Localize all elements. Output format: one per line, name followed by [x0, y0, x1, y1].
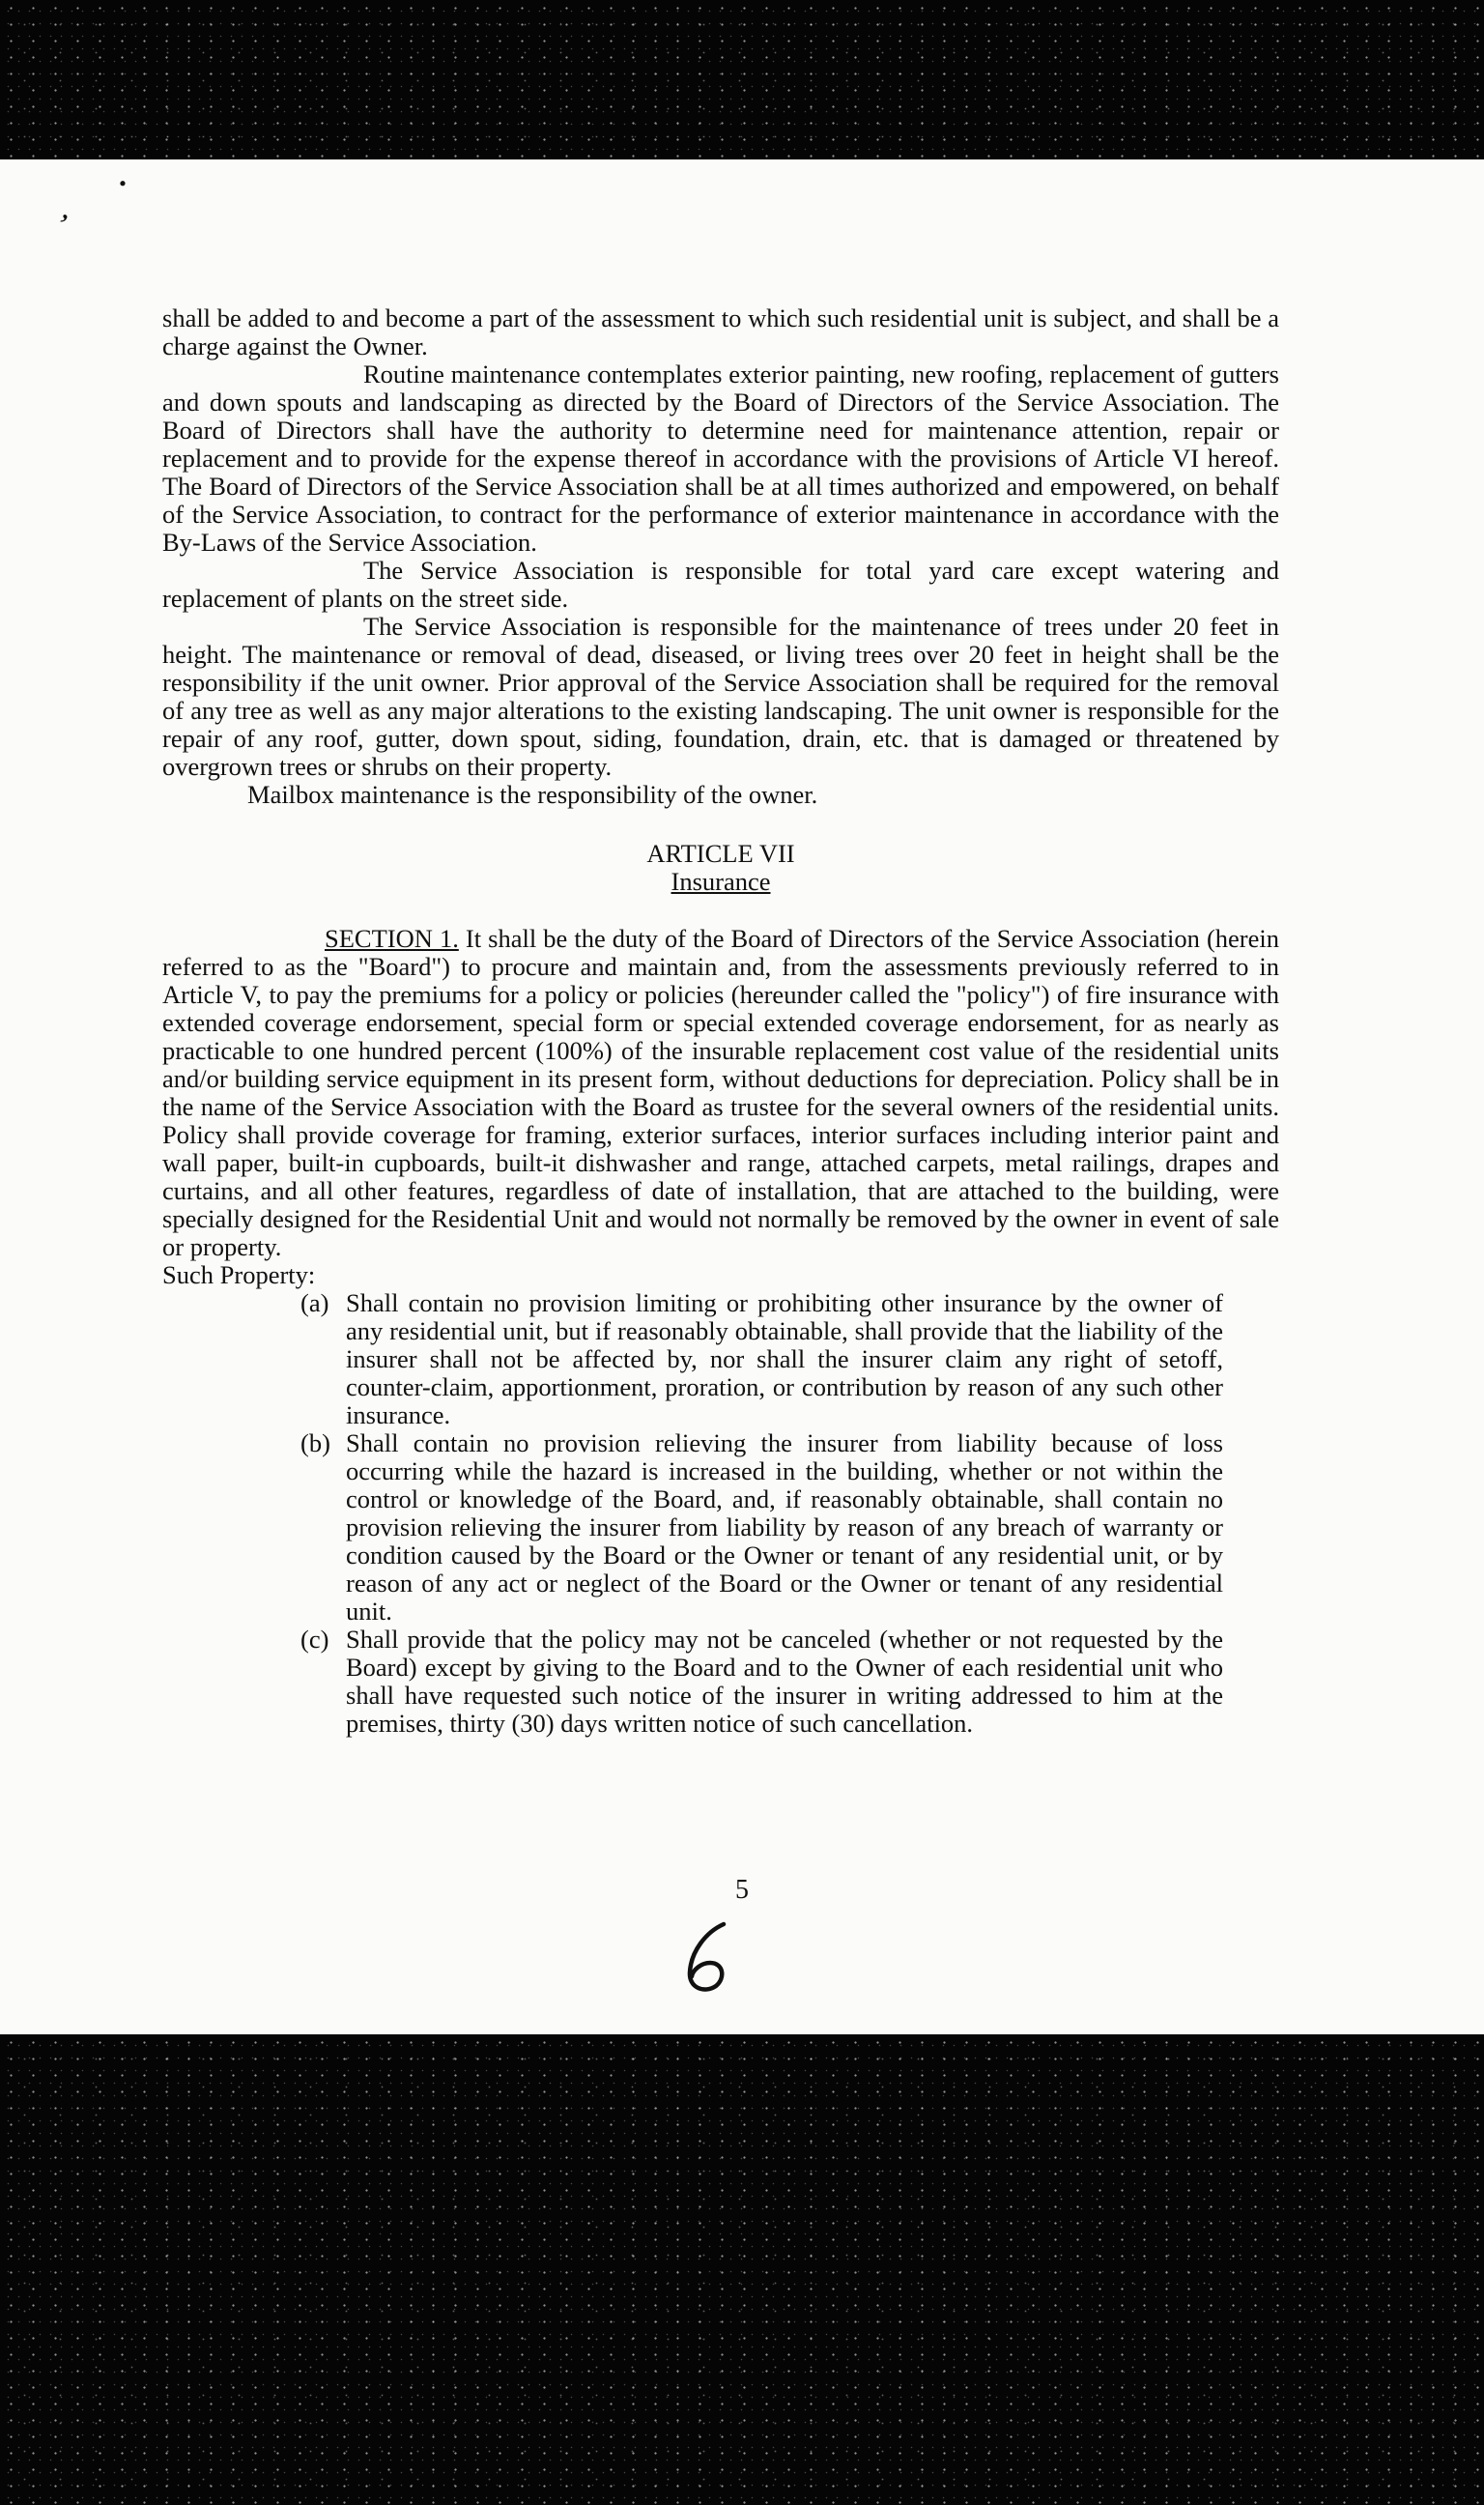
page-number: 5: [735, 1875, 749, 1905]
list-item-label: (c): [300, 1625, 329, 1654]
paragraph-trees: The Service Association is responsible for the maintenance of trees under 20 feet in height. The maintenance or removal of dead, diseased, or living trees over 20 feet in height shall be the responsibility if the unit owner. Prior approval of the Service Association shall be required for the removal of any tree as well as any major alterations to the existing landscaping. The unit owner is responsible for the repair of any roof, gutter, down spout, siding, foundation, drain, etc. that is damaged or threatened by overgrown trees or shrubs on their property.: [162, 612, 1279, 781]
article-title: ARTICLE VII: [646, 839, 795, 868]
list-item-text: Shall contain no provision limiting or prohibiting other insurance by the owner of any residential unit, but if reasonably obtainable, shall provide that the liability of the insurer shall not be affected by, nor shall the insurer claim any right of setoff, counter-claim, apportionment, proration, or contribution by reason of any such other insurance.: [346, 1288, 1223, 1429]
section-label: SECTION 1.: [325, 924, 459, 953]
such-property-label: Such Property:: [162, 1260, 316, 1289]
section-text: It shall be the duty of the Board of Directors of the Service Association (herein referred to as the "Board") to procure and maintain and, from the assessments previously referred to in Article V, to pay the premiums for a policy or policies (hereunder called the "policy") of fire insurance with extended coverage endorsement, special form or special extended coverage endorsement, for as nearly as practicable to one hundred percent (100%) of the insurable replacement cost value of the residential units and/or building service equipment in its present form, without deductions for depreciation. Policy shall be in the name of the Service Association with the Board as trustee for the several owners of the residential units. Policy shall provide coverage for framing, exterior surfaces, interior surfaces including interior paint and wall paper, built-in cupboards, built-it dishwasher and range, attached carpets, metal railings, drapes and curtains, and all other features, regardless of date of installation, that are attached to the building, were specially designed for the Residential Unit and would not normally be removed by the owner in event of sale or property.: [162, 924, 1279, 1261]
paragraph-yard-care: The Service Association is responsible for total yard care except watering and replacement of plants on the street side.: [162, 556, 1279, 613]
insurance-conditions-list: [162, 1289, 1279, 1738]
section-1-paragraph: [162, 925, 1279, 1261]
article-subtitle: Insurance: [671, 867, 771, 896]
paragraph-assessment: shall be added to and become a part of the assessment to which such residential unit is subject, and shall be a charge against the Owner.: [162, 303, 1279, 360]
document-body: [162, 304, 1279, 1738]
list-item: [162, 1289, 1279, 1429]
list-item: [162, 1429, 1279, 1626]
scan-border-bottom: [0, 2034, 1484, 2505]
paragraph-mailbox: Mailbox maintenance is the responsibility of the owner.: [247, 780, 818, 809]
list-item-label: (b): [300, 1428, 330, 1457]
handwritten-page-number: [681, 1918, 739, 1996]
list-item-label: (a): [300, 1288, 329, 1317]
list-item-text: Shall provide that the policy may not be canceled (whether or not requested by the Board) except by giving to the Board and to the Owner of each residential unit who shall have requested such notice of the insurer in writing addressed to him at the premises, thirty (30) days written notice of such cancellation.: [346, 1625, 1223, 1738]
stray-ink-mark: ’: [50, 207, 73, 245]
stray-ink-dot: •: [115, 170, 130, 196]
scan-border-top: [0, 0, 1484, 159]
list-item: [162, 1626, 1279, 1738]
document-page: [0, 159, 1484, 2034]
paragraph-routine-maintenance: Routine maintenance contemplates exterior painting, new roofing, replacement of gutters and down spouts and landscaping as directed by the Board of Directors of the Service Association. The Board of Directors shall have the authority to determine need for maintenance attention, repair or replacement and to provide for the expense thereof in accordance with the provisions of Article VI hereof. The Board of Directors of the Service Association shall be at all times authorized and empowered, on behalf of the Service Association, to contract for the performance of exterior maintenance in accordance with the By-Laws of the Service Association.: [162, 360, 1279, 557]
list-item-text: Shall contain no provision relieving the insurer from liability because of loss occurring while the hazard is increased in the building, whether or not within the control or knowledge of the Board, and, if reasonably obtainable, shall contain no provision relieving the insurer from liability by reason of any breach of warranty or condition caused by the Board or the Owner or tenant of any residential unit, or by reason of any act or neglect of the Board or the Owner or tenant of any residential unit.: [346, 1428, 1223, 1626]
